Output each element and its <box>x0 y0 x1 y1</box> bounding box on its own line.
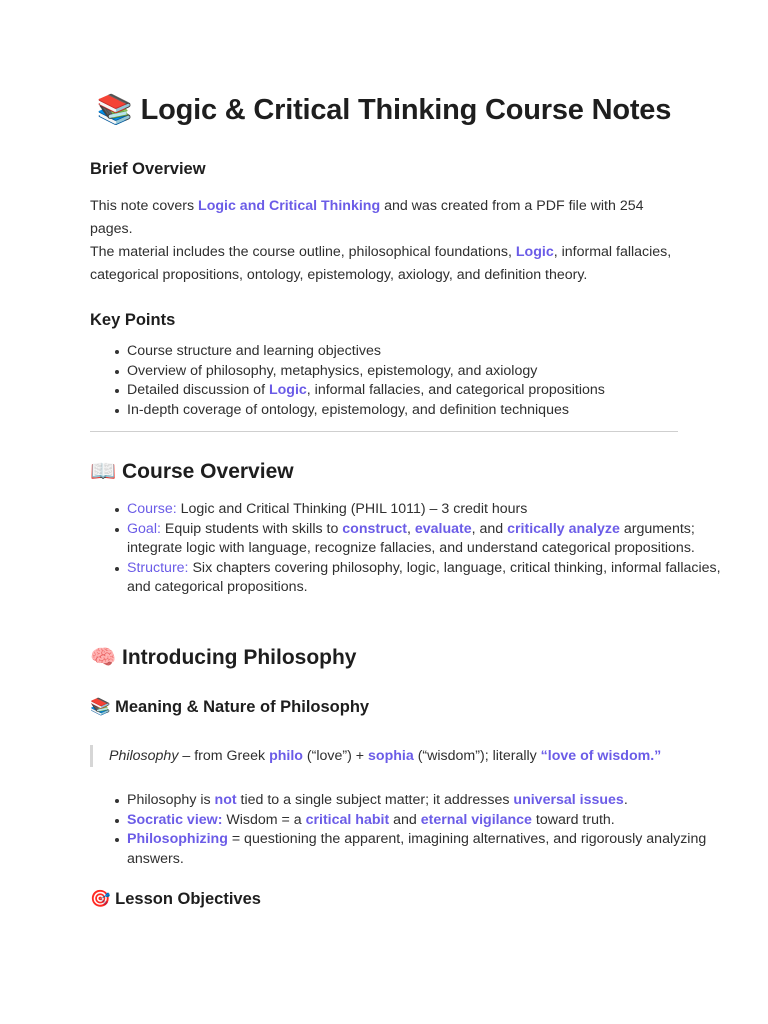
target-icon: 🎯 <box>90 889 111 908</box>
text-span: Equip students with skills to <box>160 520 343 537</box>
heading-text: Introducing Philosophy <box>122 646 357 669</box>
text-span: , informal fallacies, and categorical propositions <box>306 382 605 399</box>
highlight-love-of-wisdom: “love of wisdom.” <box>540 748 662 764</box>
list-item <box>127 500 727 520</box>
heading-text: Lesson Objectives <box>115 890 261 908</box>
highlight-sophia: sophia <box>368 748 414 764</box>
highlight-philo: philo <box>269 748 303 764</box>
text-span: , and <box>471 520 508 537</box>
highlight-philosophizing: Philosophizing <box>127 831 228 848</box>
text-span: arguments; integrate logic with language, recognize fallacies, and understand categorical propositions. <box>127 520 695 557</box>
quote-italic: Philosophy <box>109 748 179 764</box>
heading-text: Course Overview <box>122 460 294 483</box>
structure-label: Structure: <box>127 559 189 576</box>
books-icon: 📚 <box>96 92 133 126</box>
course-overview-list <box>90 500 727 598</box>
section-divider <box>90 431 678 432</box>
text-span: tied to a single subject matter; it addresses <box>236 792 514 808</box>
text-span: and <box>389 811 421 828</box>
text-span: , <box>406 520 415 537</box>
brain-icon: 🧠 <box>90 645 117 669</box>
list-item <box>127 520 727 559</box>
key-points-list <box>90 342 727 420</box>
highlight-universal-issues: universal issues <box>513 792 624 808</box>
highlight-eternal-vigilance: eternal vigilance <box>420 811 532 828</box>
list-item <box>127 401 727 421</box>
list-item <box>127 342 727 362</box>
highlight-evaluate: evaluate <box>414 520 472 537</box>
introducing-philosophy-heading <box>90 645 357 670</box>
books-icon: 📚 <box>90 697 111 716</box>
course-label: Course: <box>127 501 177 517</box>
lesson-objectives-heading <box>90 889 261 909</box>
text-span: Detailed discussion of <box>127 382 269 399</box>
highlight-construct: construct <box>342 520 407 537</box>
page-title-text: Logic & Critical Thinking Course Notes <box>140 94 672 126</box>
list-item <box>127 791 727 811</box>
list-item <box>127 362 727 382</box>
text-span: and was created from a PDF file with 254 pages. <box>90 198 644 237</box>
list-item <box>127 381 727 401</box>
philosophy-quote <box>90 745 690 767</box>
text-span: Course structure and learning objectives <box>127 343 381 359</box>
brief-overview-paragraph-1 <box>90 195 690 241</box>
highlight-logic-critical-thinking: Logic and Critical Thinking <box>198 198 381 214</box>
text-span: – from Greek <box>178 748 270 764</box>
meaning-nature-heading <box>90 697 369 717</box>
key-points-heading: Key Points <box>90 311 176 329</box>
brief-overview-paragraph-2 <box>90 241 690 287</box>
highlight-critically-analyze: critically analyze <box>507 520 620 537</box>
open-book-icon: 📖 <box>90 459 117 483</box>
heading-text: Meaning & Nature of Philosophy <box>115 698 370 716</box>
highlight-logic: Logic <box>268 382 307 399</box>
text-span: (“love”) + <box>302 748 369 764</box>
text-span: Philosophy is <box>127 792 215 808</box>
highlight-socratic-view: Socratic view: <box>127 811 223 828</box>
text-span: (“wisdom”); literally <box>413 748 541 764</box>
highlight-logic: Logic <box>515 244 554 260</box>
course-overview-heading <box>90 459 294 484</box>
text-span: toward truth. <box>531 811 615 828</box>
text-span: In-depth coverage of ontology, epistemology, and definition techniques <box>127 401 569 418</box>
text-span: The material includes the course outline, philosophical foundations, <box>90 244 516 260</box>
highlight-not: not <box>214 792 237 808</box>
text-span: . <box>623 792 628 808</box>
text-span: Wisdom = a <box>222 811 306 828</box>
list-item <box>127 830 727 869</box>
philosophy-points-list <box>90 791 727 869</box>
text-span: Overview of philosophy, metaphysics, epistemology, and axiology <box>127 362 538 379</box>
text-span: Six chapters covering philosophy, logic, language, critical thinking, informal fallacies, and categorical propositions. <box>127 559 721 596</box>
goal-label: Goal: <box>127 520 161 537</box>
highlight-critical-habit: critical habit <box>305 811 390 828</box>
brief-overview-heading: Brief Overview <box>90 160 206 178</box>
text-span: Logic and Critical Thinking (PHIL 1011) – 3 credit hours <box>176 501 528 517</box>
page-title <box>0 92 768 127</box>
text-span: = questioning the apparent, imagining alternatives, and rigorously analyzing answers. <box>127 831 707 867</box>
list-item <box>127 811 727 831</box>
list-item <box>127 559 727 598</box>
text-span: This note covers <box>90 198 199 214</box>
text-span: , informal fallacies, categorical propositions, ontology, epistemology, axiology, and definition theory. <box>90 244 672 283</box>
